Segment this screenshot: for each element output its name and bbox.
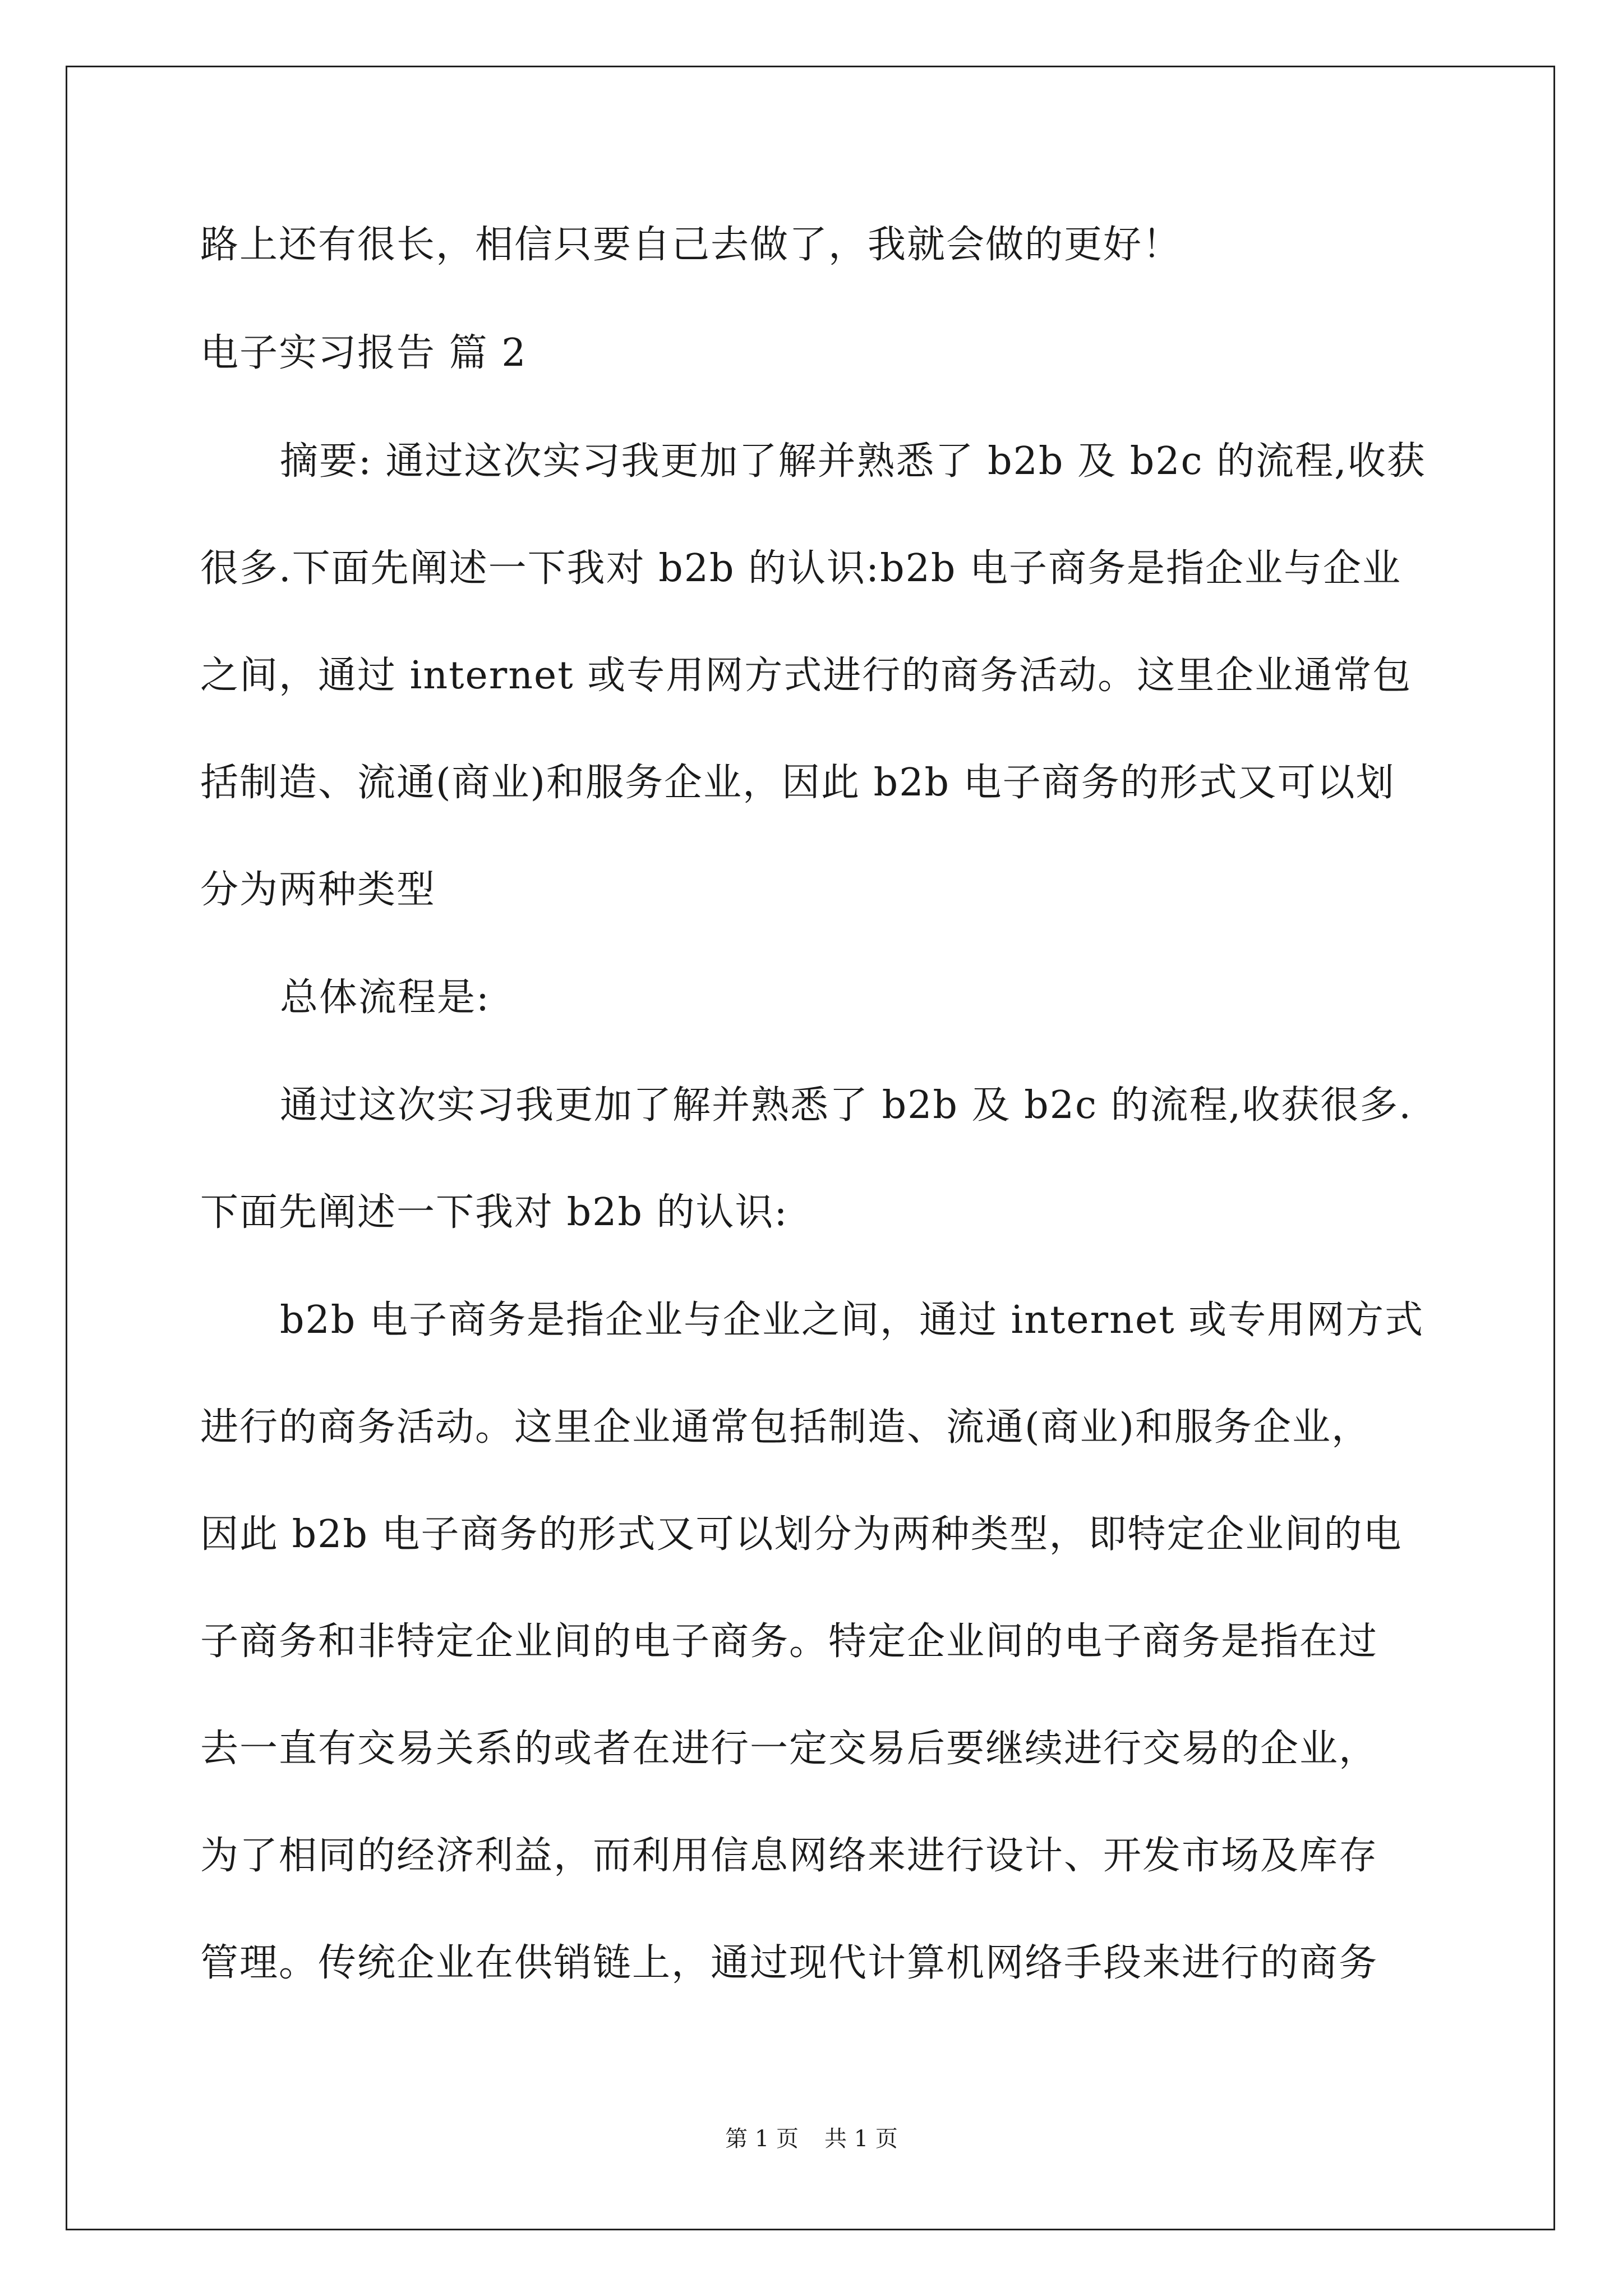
text-line: 因此 b2b 电子商务的形式又可以划分为两种类型，即特定企业间的电	[200, 1512, 1403, 1557]
page-number-total: 共 1 页	[824, 2126, 898, 2152]
text-line: 为了相同的经济利益，而利用信息网络来进行设计、开发市场及库存	[200, 1834, 1378, 1878]
text-line: 进行的商务活动。这里企业通常包括制造、流通(商业)和服务企业，	[200, 1405, 1371, 1450]
text-line: b2b 电子商务是指企业与企业之间，通过 internet 或专用网方式	[280, 1298, 1424, 1342]
text-line: 下面先阐述一下我对 b2b 的认识:	[200, 1190, 789, 1235]
page-footer	[0, 2125, 1623, 2153]
text-line: 括制造、流通(商业)和服务企业，因此 b2b 电子商务的形式又可以划	[200, 761, 1395, 805]
text-line: 分为两种类型	[200, 868, 436, 912]
page-number-current: 第 1 页	[725, 2126, 799, 2152]
text-line: 很多.下面先阐述一下我对 b2b 的认识:b2b 电子商务是指企业与企业	[200, 546, 1402, 591]
text-line: 路上还有很长，相信只要自己去做了，我就会做的更好！	[200, 223, 1182, 267]
text-line: 去一直有交易关系的或者在进行一定交易后要继续进行交易的企业，	[200, 1727, 1378, 1771]
text-line: 总体流程是:	[280, 976, 490, 1020]
text-line: 管理。传统企业在供销链上，通过现代计算机网络手段来进行的商务	[200, 1941, 1378, 1985]
text-line: 通过这次实习我更加了解并熟悉了 b2b 及 b2c 的流程,收获很多.	[280, 1083, 1412, 1128]
text-line: 子商务和非特定企业间的电子商务。特定企业间的电子商务是指在过	[200, 1619, 1378, 1664]
text-line: 摘要: 通过这次实习我更加了解并熟悉了 b2b 及 b2c 的流程,收获	[280, 439, 1426, 484]
text-line: 之间，通过 internet 或专用网方式进行的商务活动。这里企业通常包	[200, 654, 1412, 698]
section-heading: 电子实习报告 篇 2	[200, 331, 527, 375]
document-body	[200, 218, 1426, 1991]
